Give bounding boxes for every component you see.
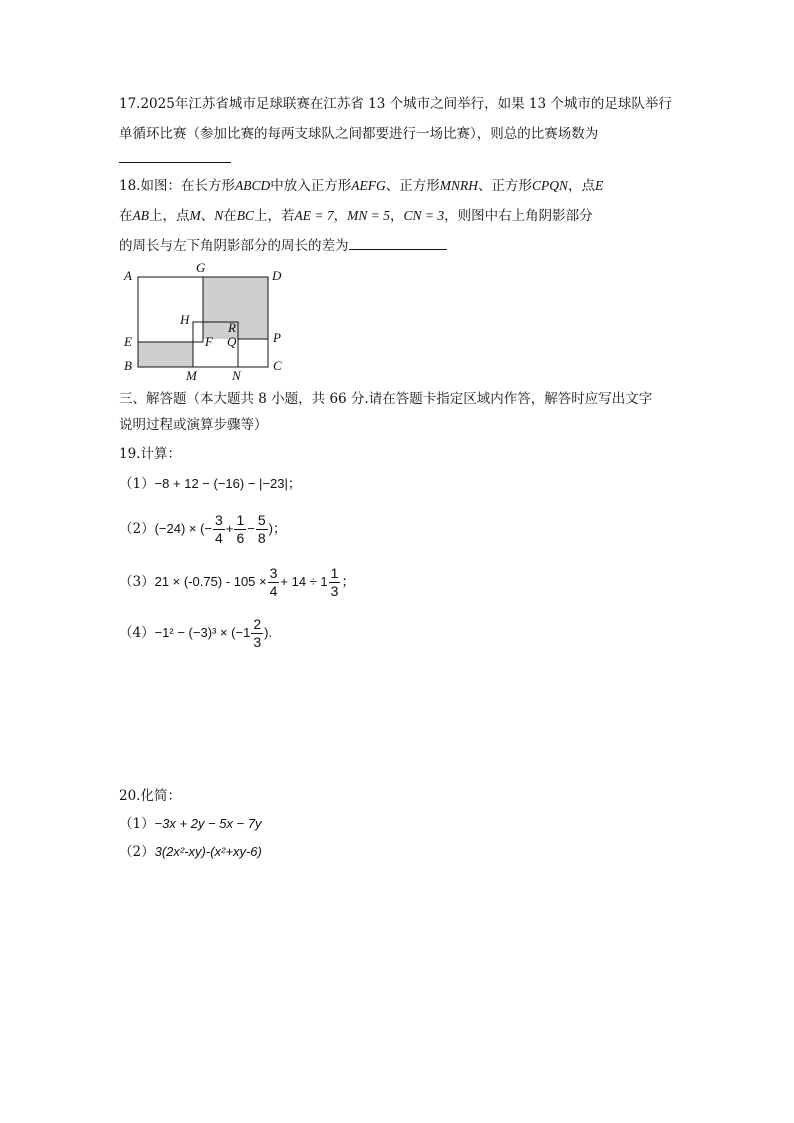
label-n: N bbox=[232, 368, 241, 383]
q18-line2: 在AB上，点M、N在BC上，若AE = 7，MN = 5，CN = 3，则图中右上角阴影部分 bbox=[119, 208, 593, 224]
label-p: P bbox=[273, 330, 281, 345]
label-g: G bbox=[196, 260, 206, 275]
section3-line2: 说明过程或演算步骤等） bbox=[119, 417, 268, 433]
label-c: C bbox=[273, 358, 282, 373]
q20-part2: （2）3(2x²-xy)-(x²+xy-6) bbox=[119, 844, 262, 860]
q17-line2: 单循环比赛（参加比赛的每两支球队之间都要进行一场比赛），则总的比赛场数为 bbox=[119, 126, 599, 142]
q17-line1: 17.2025年江苏省城市足球联赛在江苏省 13 个城市之间举行，如果 13 个城市的足球队举行 bbox=[119, 96, 672, 112]
q20-part1: （1）−3x + 2y − 5x − 7y bbox=[119, 816, 262, 832]
label-h: H bbox=[180, 312, 190, 327]
q20-title: 20.化简： bbox=[119, 788, 181, 804]
label-e: E bbox=[124, 334, 132, 349]
q17-answer-blank bbox=[119, 148, 231, 169]
section3-line1: 三、解答题（本大题共 8 小题，共 66 分.请在答题卡指定区域内作答，解答时应写出文字 bbox=[119, 391, 653, 407]
label-f: F bbox=[205, 334, 213, 349]
q19-part1: （1）−8 + 12 − (−16) − |−23|； bbox=[119, 476, 302, 492]
q18-line1: 18.如图：在长方形ABCD中放入正方形AEFG、正方形MNRH、正方形CPQN，点E bbox=[119, 178, 604, 194]
q18-line3: 的周长与左下角阴影部分的周长的差为 bbox=[119, 235, 447, 256]
q19-part3: （3）21 × (-0.75) - 105 × $\frac{3}{4}$ + 14 ÷ 1 $\frac{1}{3}$ ； bbox=[119, 565, 355, 599]
q19-title: 19.计算： bbox=[119, 446, 181, 462]
label-d: D bbox=[272, 268, 282, 283]
q19-part2: （2）(−24) × (− $\frac{3}{4}$ + $\frac{1}{6}$ − $\frac{5}{8}$ )； bbox=[119, 512, 287, 546]
q19-part4: （4）−1² − (−3)³ × (−1 $\frac{2}{3}$ ). bbox=[119, 616, 273, 650]
label-a: A bbox=[124, 268, 132, 283]
label-b: B bbox=[124, 358, 132, 373]
label-m: M bbox=[186, 368, 197, 383]
bottom-left-shaded-region bbox=[138, 342, 193, 367]
label-r: R bbox=[228, 320, 236, 335]
label-q: Q bbox=[227, 334, 237, 349]
